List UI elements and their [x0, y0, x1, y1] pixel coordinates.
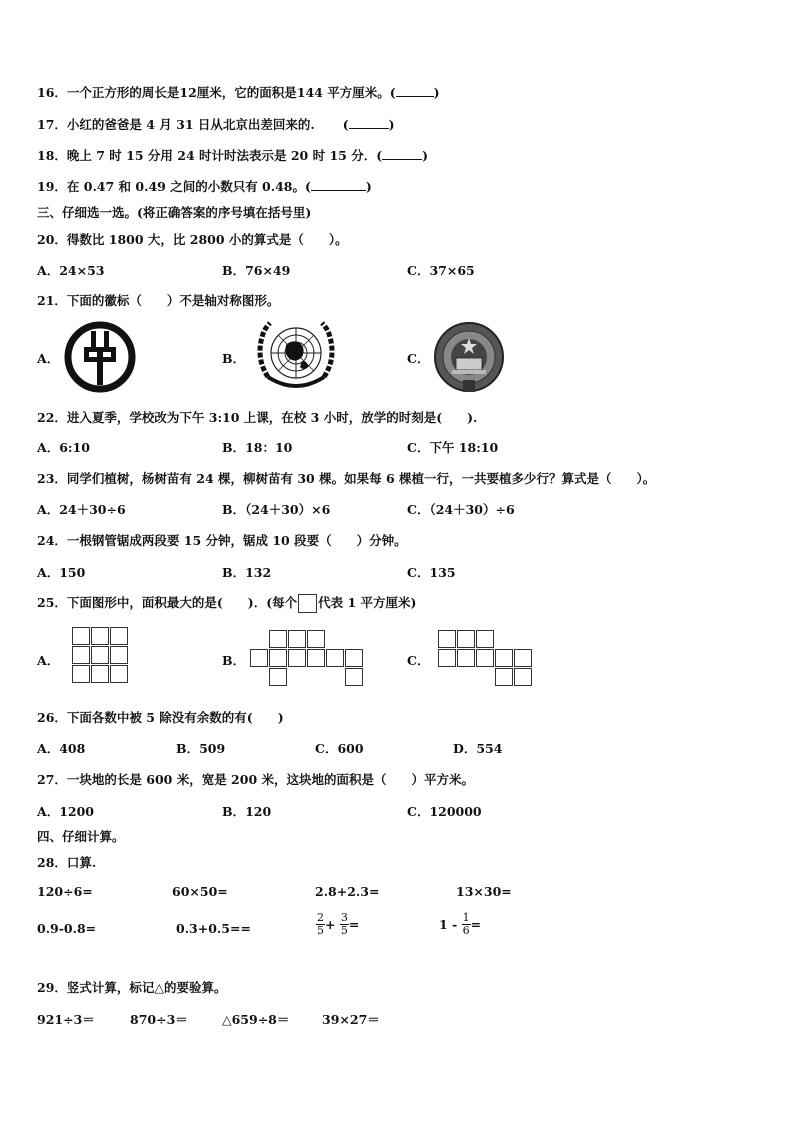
vertical-calc-1: 921÷3＝	[37, 1012, 95, 1027]
question-28: 28．口算.	[37, 855, 97, 870]
fraction: $\frac{3}{5}$	[340, 911, 348, 937]
un-emblem-icon	[250, 315, 342, 399]
oral-calc-5: 0.9-0.8=	[37, 921, 97, 936]
q24-option-a[interactable]: A．150	[37, 565, 86, 580]
question-26: 26．下面各数中被 5 除没有余数的有( )	[37, 710, 284, 725]
q26-option-c[interactable]: C．600	[315, 741, 364, 756]
oral-calc-8: 1 - $\frac{1}{6}$ =	[439, 911, 482, 937]
oral-calc-4: 13×30=	[456, 884, 512, 899]
q24-option-b[interactable]: B．132	[222, 565, 272, 580]
section-3-heading: 三、仔细选一选。(将正确答案的序号填在括号里)	[37, 205, 312, 220]
question-24: 24．一根钢管锯成两段要 15 分钟，锯成 10 段要（ ）分钟。	[37, 533, 407, 548]
q16-text: 16．一个正方形的周长是12厘米，它的面积是144 平方厘米。(	[37, 85, 396, 100]
bank-emblem-icon	[62, 319, 138, 399]
vertical-calc-2: 870÷3＝	[130, 1012, 188, 1027]
vertical-calc-3: △659÷8＝	[222, 1012, 290, 1027]
q23-option-a[interactable]: A．24＋30÷6	[37, 502, 126, 517]
q27-option-b[interactable]: B．120	[222, 804, 272, 819]
unit-square-icon	[298, 594, 317, 613]
oral-calc-7: $\frac{2}{5}$ + $\frac{3}{5}$ =	[317, 911, 360, 937]
q24-option-c[interactable]: C．135	[407, 565, 456, 580]
question-17: 17．小红的爸爸是 4 月 31 日从北京出差回来的. ( )	[37, 117, 395, 132]
oral-calc-3: 2.8+2.3=	[315, 884, 380, 899]
q21-option-c[interactable]: C．	[407, 351, 430, 366]
q22-option-c[interactable]: C．下午 18:10	[407, 440, 499, 455]
fraction: $\frac{2}{5}$	[317, 911, 324, 937]
q18-text: 18．晚上 7 时 15 分用 24 时计时法表示是 20 时 15 分．(	[37, 148, 383, 163]
question-23: 23．同学们植树，杨树苗有 24 棵，柳树苗有 30 棵。如果每 6 棵植一行，一共要植多少行？算式是（ ）。	[37, 471, 656, 486]
q20-option-b[interactable]: B．76×49	[222, 263, 291, 278]
shape-c-grid	[438, 630, 536, 690]
q20-option-a[interactable]: A．24×53	[37, 263, 105, 278]
shape-b-grid	[250, 630, 366, 690]
q23-option-b[interactable]: B．（24＋30）×6	[222, 502, 331, 517]
oral-calc-2: 60×50=	[172, 884, 228, 899]
oral-calc-6: 0.3+0.5==	[176, 921, 251, 936]
vertical-calc-4: 39×27＝	[322, 1012, 380, 1027]
q20-option-c[interactable]: C．37×65	[407, 263, 475, 278]
q25-text: 25．下面图形中，面积最大的是( )．(每个	[37, 595, 298, 610]
q25-option-c[interactable]: C．	[407, 653, 430, 668]
question-19: 19．在 0.47 和 0.49 之间的小数只有 0.48。( )	[37, 179, 372, 194]
question-25	[37, 593, 416, 613]
question-21: 21．下面的徽标（ ）不是轴对称图形。	[37, 293, 280, 308]
question-18: 18．晚上 7 时 15 分用 24 时计时法表示是 20 时 15 分．( )	[37, 148, 429, 163]
question-22: 22．进入夏季，学校改为下午 3:10 上课，在校 3 小时，放学的时刻是( ).	[37, 410, 478, 425]
shape-a-grid	[72, 627, 130, 687]
answer-blank[interactable]	[311, 178, 366, 191]
oral-calc-1: 120÷6=	[37, 884, 93, 899]
national-emblem-icon	[432, 320, 506, 398]
q27-option-c[interactable]: C．120000	[407, 804, 482, 819]
answer-blank[interactable]	[349, 116, 389, 129]
q26-option-d[interactable]: D．554	[453, 741, 503, 756]
q19-text: 19．在 0.47 和 0.49 之间的小数只有 0.48。(	[37, 179, 311, 194]
q27-option-a[interactable]: A．1200	[37, 804, 94, 819]
question-27: 27．一块地的长是 600 米，宽是 200 米，这块地的面积是（ ）平方米。	[37, 772, 474, 787]
fraction: $\frac{1}{6}$	[462, 911, 470, 937]
q22-option-a[interactable]: A．6:10	[37, 440, 90, 455]
answer-blank[interactable]	[396, 84, 434, 97]
q25-text-2: 代表 1 平方厘米)	[318, 595, 417, 610]
q25-option-a[interactable]: A．	[37, 653, 60, 668]
q23-option-c[interactable]: C．（24＋30）÷6	[407, 502, 515, 517]
q21-option-b[interactable]: B．	[222, 351, 246, 366]
q17-text: 17．小红的爸爸是 4 月 31 日从北京出差回来的.	[37, 117, 315, 132]
q22-option-b[interactable]: B．18：10	[222, 440, 293, 455]
q21-option-a[interactable]: A．	[37, 351, 60, 366]
answer-blank[interactable]	[382, 147, 422, 160]
q26-option-b[interactable]: B．509	[176, 741, 226, 756]
question-16: 16．一个正方形的周长是12厘米，它的面积是144 平方厘米。( )	[37, 85, 440, 100]
q25-option-b[interactable]: B．	[222, 653, 246, 668]
q26-option-a[interactable]: A．408	[37, 741, 86, 756]
question-29: 29．竖式计算，标记△的要验算。	[37, 980, 227, 995]
section-4-heading: 四、仔细计算。	[37, 829, 125, 844]
question-20: 20．得数比 1800 大，比 2800 小的算式是（ ）。	[37, 232, 348, 247]
